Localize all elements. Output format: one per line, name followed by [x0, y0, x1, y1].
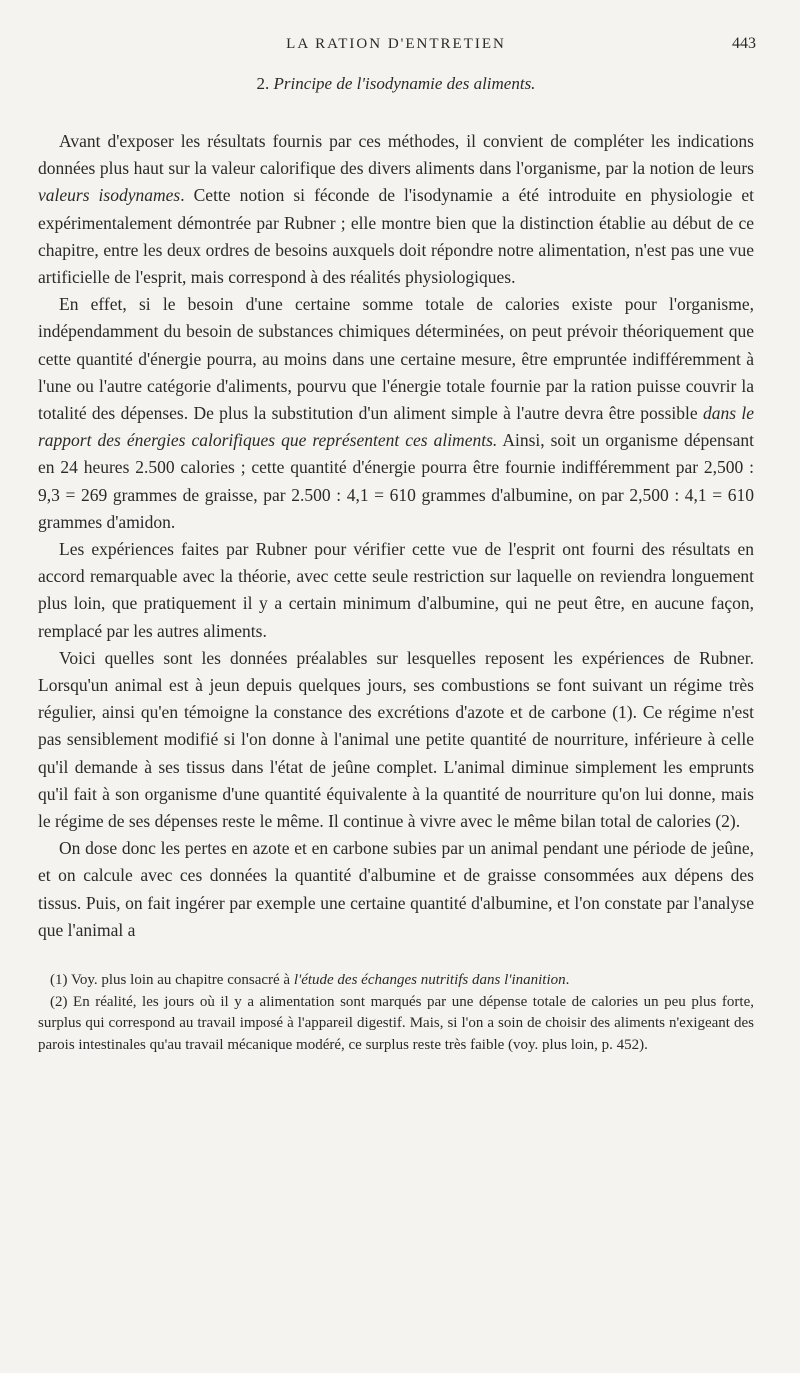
footnote: (2) En réalité, les jours où il y a alimentation sont marqués par une dépense totale de calories un peu plus forte, surplus qui correspond au travail imposé à l'appareil digestif. Mais, si l'on a soin de choisir des aliments n'exigeant des parois intestinales qu'au travail mécanique modéré, ce surplus reste très faible (voy. plus loin, p. 452). [38, 993, 754, 1053]
footnotes [38, 970, 754, 1056]
running-header [38, 26, 754, 62]
page-number: 443 [732, 35, 756, 52]
text-span: Avant d'exposer les résultats fournis par ces méthodes, il convient de compléter les indications données plus haut sur la valeur calorifique des divers aliments dans l'organisme, par la notion de leurs [38, 131, 754, 179]
paragraph: Les expériences faites par Rubner pour vérifier cette vue de l'esprit ont fourni des résultats en accord remarquable avec la théorie, avec cette seule restriction sur laquelle on reviendra longuement plus loin, que pratiquement il y a certain minimum d'albumine, qui ne peut être, en aucune façon, remplacé par les autres aliments. [38, 539, 754, 641]
italic-phrase: dans le rapport des énergies calorifiques que représentent ces aliments. [38, 403, 754, 451]
text-span: (1) Voy. plus loin au chapitre consacré à [50, 972, 294, 989]
paragraph [38, 128, 754, 291]
section-title-text: Principe de l'isodynamie des aliments. [273, 74, 536, 93]
section-title [38, 74, 754, 94]
book-page [38, 26, 754, 1056]
paragraph [38, 291, 754, 536]
paragraph: On dose donc les pertes en azote et en carbone subies par un animal pendant une période de jeûne, et on calcule avec ces données la quantité d'albumine et de graisse consommées aux dépens des tissus. Puis, on fait ingérer par exemple une certaine quantité d'albumine, et l'on constate par l'analyse que l'animal a [38, 838, 754, 940]
text-span: . [565, 972, 570, 989]
running-title: LA RATION D'ENTRETIEN [286, 36, 506, 52]
text-span: Ainsi, soit un organisme dépensant en 24 heures 2.500 calories ; cette quantité d'énergie pourra être fournie indifféremment par 2,500 : 9,3 = 269 grammes de graisse, par 2.500 : 4,1 = 610 grammes d'albumine, on par 2,500 : 4,1 = 610 grammes d'amidon. [38, 430, 755, 532]
italic-term: valeurs isodynames [38, 185, 181, 206]
body-text [38, 128, 754, 944]
paragraph: Voici quelles sont les données préalables sur lesquelles reposent les expériences de Rubner. Lorsqu'un animal est à jeun depuis quelques jours, ses combustions se font suivant un régime très régulier, ainsi qu'en témoigne la constance des excrétions d'azote et de carbone (1). Ce régime n'est pas sensiblement modifié si l'on donne à l'animal une petite quantité de nourriture, inférieure à celle qu'il demande à ses tissus dans l'état de jeûne complet. L'animal diminue simplement les emprunts qu'il fait à son organisme d'une quantité équivalente à la quantité de nourriture qu'on lui donne, mais le régime de ses dépenses reste le même. Il continue à vivre avec le même bilan total de calories (2). [38, 647, 754, 832]
italic-reference: l'étude des échanges nutritifs dans l'inanition [293, 972, 566, 989]
text-span: . Cette notion si féconde de l'isodynamie a été introduite en physiologie et expérimentalement démontrée par Rubner ; elle montre bien que la distinction établie au début de ce chapitre, entre les deux ordres de besoins auxquels doit répondre notre alimentation, n'est pas une vue artificielle de l'esprit, mais correspond à des réalités physiologiques. [38, 185, 754, 288]
footnote [38, 970, 754, 992]
section-number: 2. [256, 74, 270, 93]
text-span: En effet, si le besoin d'une certaine somme totale de calories existe pour l'organisme, indépendamment du besoin de substances chimiques déterminées, on peut prévoir théoriquement que cette quantité d'énergie pourra, au moins dans une certaine mesure, être empruntée indifféremment à l'une ou l'autre catégorie d'aliments, pourvu que l'énergie totale fournie par la ration puisse couvrir la totalité des dépenses. De plus la substitution d'un aliment simple à l'autre devra être possible [38, 294, 754, 424]
